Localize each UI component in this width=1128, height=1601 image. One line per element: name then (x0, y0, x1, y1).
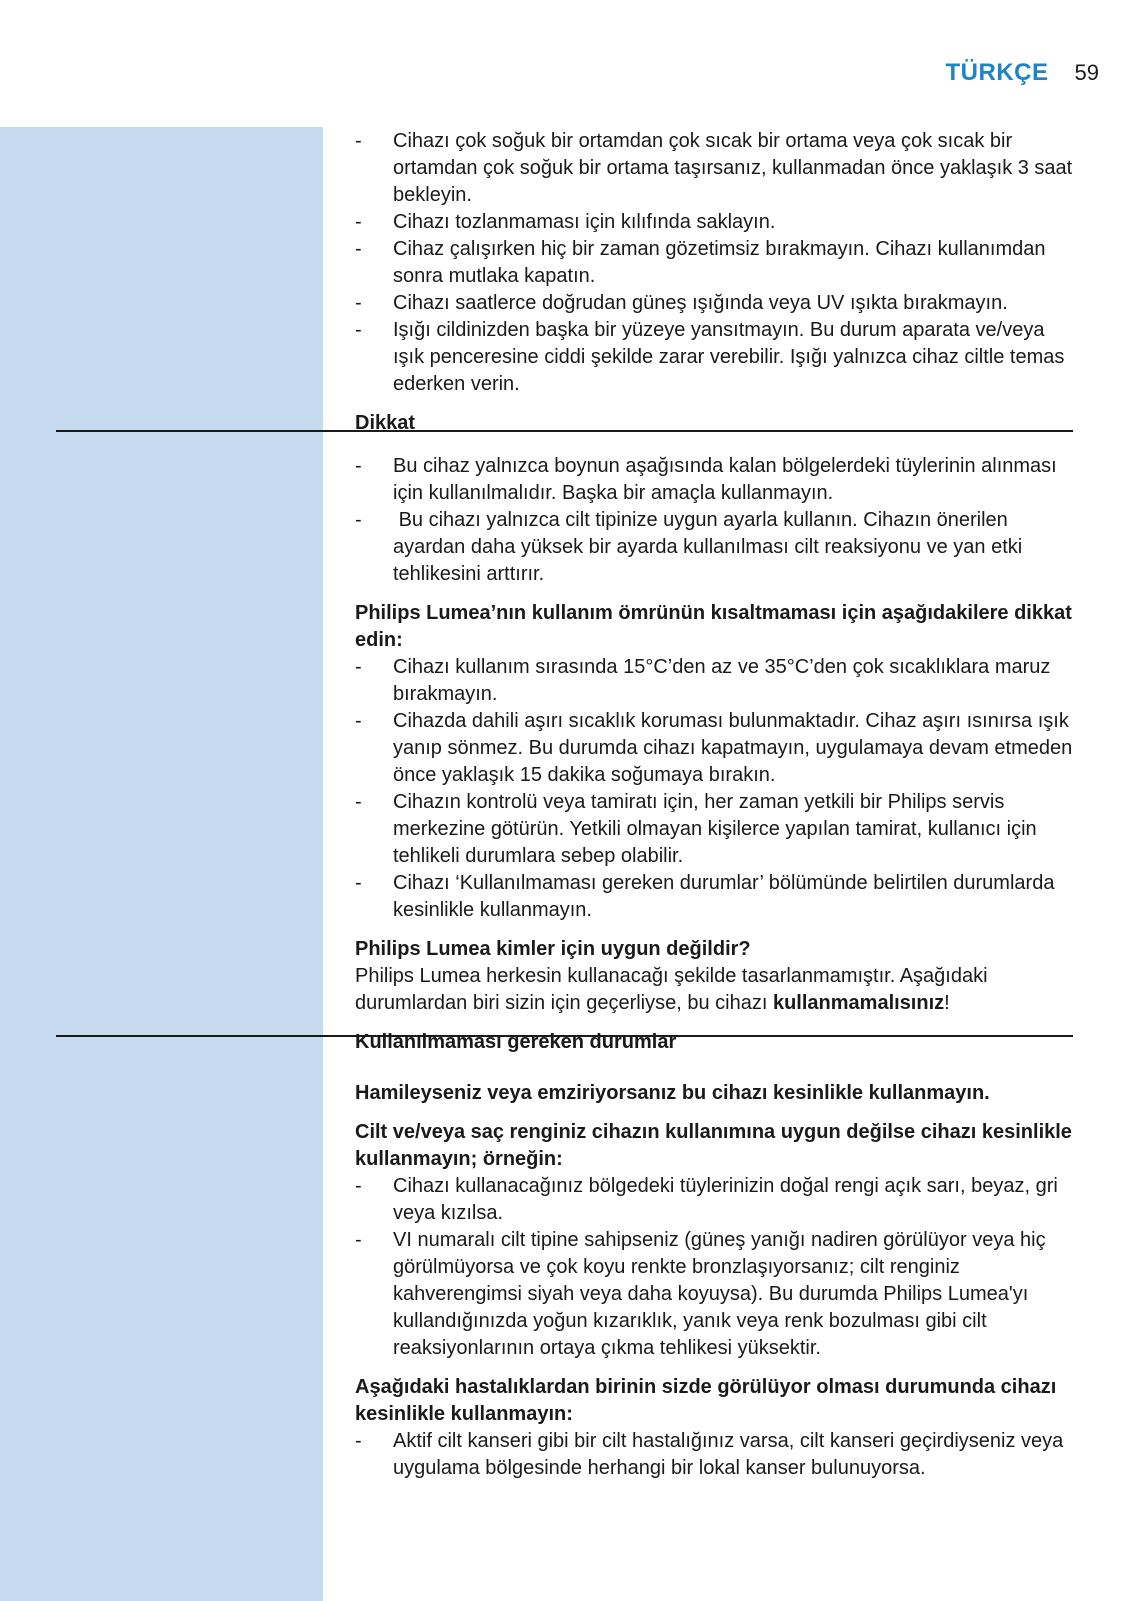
list-item: - Cihazı ‘Kullanılmaması gereken durumlar’ bölümünde belirtilen durumlarda kesinlikle kullanmayın. (355, 870, 1073, 924)
sidebar-band (0, 127, 323, 1601)
list-item: - Cihazın kontrolü veya tamiratı için, her zaman yetkili bir Philips servis merkezine götürün. Yetkili olmayan kişilerce yapılan tamirat, kullanıcı için tehlikeli durumlara sebep olabilir. (355, 789, 1073, 870)
suitability-text-before: Philips Lumea herkesin kullanacağı şekilde tasarlanmamıştır. Aşağıdaki durumlardan biri sizin için geçerliyse, bu cihazı (355, 965, 988, 1014)
list-item: - Cihazı çok soğuk bir ortamdan çok sıcak bir ortama veya çok sıcak bir ortamdan çok soğuk bir ortama taşırsanız, kullanmadan önce yaklaşık 3 saat bekleyin. (355, 128, 1073, 209)
list-item: - Bu cihaz yalnızca boynun aşağısında kalan bölgelerdeki tüylerinin alınması için kullanılmalıdır. Başka bir amaçla kullanmayın. (355, 453, 1073, 507)
intro-list (355, 128, 1073, 398)
suitability-text-after: ! (944, 992, 950, 1014)
language-label: TÜRKÇE (945, 59, 1049, 86)
lifetime-heading: Philips Lumea’nın kullanım ömrünün kısaltmaması için aşağıdakilere dikkat edin: (355, 602, 1072, 651)
suitability-text-bold: kullanmamalısınız (772, 992, 945, 1014)
suitability-heading: Philips Lumea kimler için uygun değildir? (355, 938, 751, 960)
disease-heading: Aşağıdaki hastalıklardan birinin sizde görülüyor olması durumunda cihazı kesinlikle kullanmayın: (355, 1376, 1057, 1425)
list-item: - Cihazı kullanım sırasında 15°C’den az ve 35°C’den çok sıcaklıklara maruz bırakmayın. (355, 654, 1073, 708)
color-list (355, 1173, 1073, 1362)
page-header (946, 56, 1099, 90)
list-item: - VI numaralı cilt tipine sahipseniz (güneş yanığı nadiren görülüyor veya hiç görülmüyorsa ve çok koyu renkte bronzlaşıyorsanız; cilt renginiz kahverengimsi siyah veya daha koyuysa). Bu durumda Philips Lumea'yı kullandığınızda yoğun kızarıklık, yanık veya renk bozulması gibi cilt reaksiyonlarının ortaya çıkma tehlikesi yüksektir. (355, 1227, 1073, 1362)
caution-heading: Dikkat (355, 412, 416, 434)
page-number: 59 (1074, 60, 1099, 85)
list-item: - Cihazı tozlanmaması için kılıfında saklayın. (355, 209, 1073, 236)
lifetime-list (355, 654, 1073, 924)
list-item: - Aktif cilt kanseri gibi bir cilt hastalığınız varsa, cilt kanseri geçirdiyseniz veya uygulama bölgesinde herhangi bir lokal kanser bulunuyorsa. (355, 1428, 1073, 1482)
list-item: - Cihazda dahili aşırı sıcaklık koruması bulunmaktadır. Cihaz aşırı ısınırsa ışık yanıp sönmez. Bu durumda cihazı kapatmayın, uygulamaya devam etmeden önce yaklaşık 15 dakika soğumaya bırakın. (355, 708, 1073, 789)
list-item: - Cihazı kullanacağınız bölgedeki tüylerinizin doğal rengi açık sarı, beyaz, gri veya kızılsa. (355, 1173, 1073, 1227)
color-heading: Cilt ve/veya saç renginiz cihazın kullanımına uygun değilse cihazı kesinlikle kullanmayın; örneğin: (355, 1121, 1072, 1170)
contraindications-heading: Kullanılmaması gereken durumlar (355, 1031, 677, 1053)
main-content (355, 128, 1073, 1482)
list-item: - Cihazı saatlerce doğrudan güneş ışığında veya UV ışıkta bırakmayın. (355, 290, 1073, 317)
caution-list (355, 453, 1073, 588)
pregnancy-warning: Hamileyseniz veya emziriyorsanız bu cihazı kesinlikle kullanmayın. (355, 1082, 990, 1104)
disease-list (355, 1428, 1073, 1482)
suitability-text (355, 963, 1073, 1017)
list-item: - Bu cihazı yalnızca cilt tipinize uygun ayarla kullanın. Cihazın önerilen ayardan daha yüksek bir ayarda kullanılması cilt reaksiyonu ve yan etki tehlikesini arttırır. (355, 507, 1073, 588)
list-item: - Işığı cildinizden başka bir yüzeye yansıtmayın. Bu durum aparata ve/veya ışık penceresine ciddi şekilde zarar verebilir. Işığı yalnızca cihaz ciltle temas ederken verin. (355, 317, 1073, 398)
list-item: - Cihaz çalışırken hiç bir zaman gözetimsiz bırakmayın. Cihazı kullanımdan sonra mutlaka kapatın. (355, 236, 1073, 290)
